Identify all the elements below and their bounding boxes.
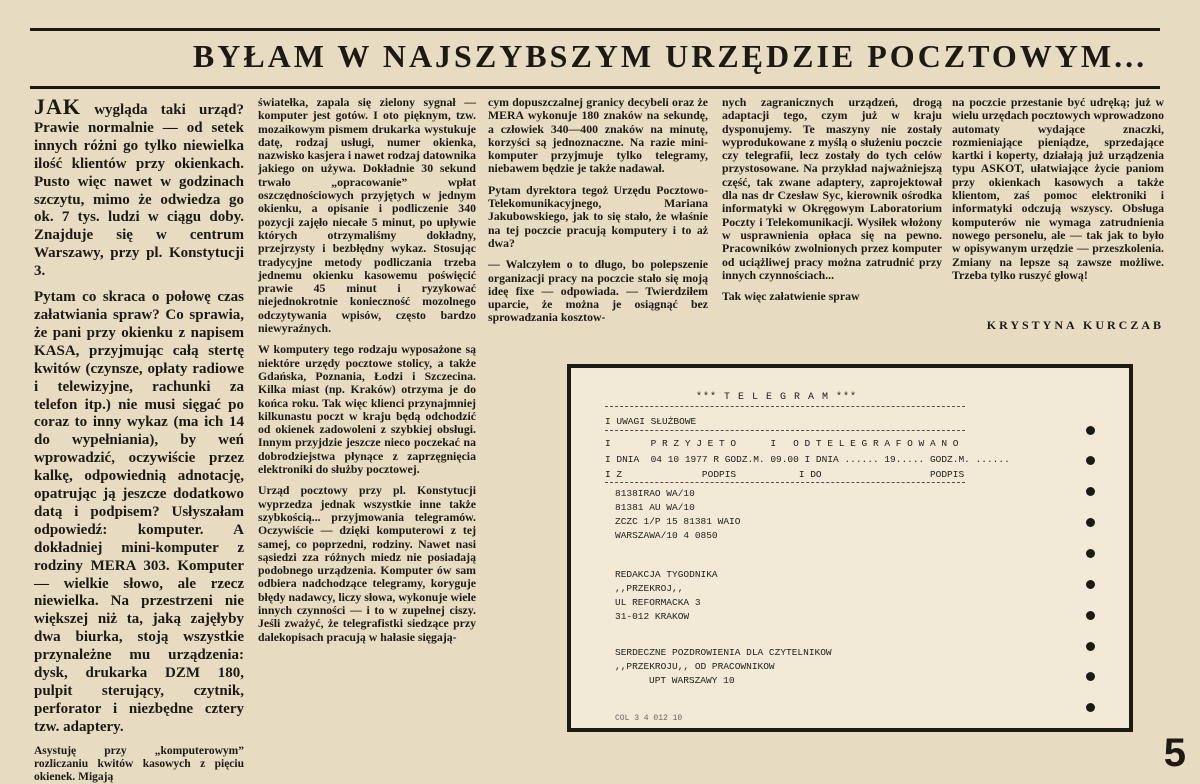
paragraph: Urząd pocztowy przy pl. Konstytucji wyprzedza jednak wszystkie inne także szybkością... przyjmowania telegramów. Oczywiście — dzięki komputerowi z tej samej, co poprzedni, rodziny. Nawet nasi sąsiedzi zza różnych miedz nie posiadają podobnego urządzenia. Komputer ów sam odbiera nadchodzące telegramy, koryguje błędy nadawcy, liczy słowa, wykonuje wiele innych czynności — i to w zupełnej ciszy. Jeśli zważyć, że telegrafistki siedzące przy dalekopisach pracują w hałasie sięgają- [258,483,476,644]
telegram-header: *** T E L E G R A M *** [696,392,858,403]
telegram-line: I Z PODPIS I DO PODPIS [605,469,965,480]
telegram-line: REDAKCJA TYGODNIKA [615,569,718,580]
telegram-line: COL 3 4 012 10 [615,714,683,723]
telegram-line: ZCZC 1/P 15 81381 WAIO [615,516,741,527]
telegram-line: SERDECZNE POZDROWIENIA DLA CZYTELNIKOW [615,647,832,658]
punch-hole [1086,611,1095,620]
telegram-line: ,,PRZEKROJU,, OD PRACOWNIKOW [615,661,775,672]
column-1 [34,94,244,783]
punch-hole [1086,580,1095,589]
punch-hole [1086,703,1095,712]
column-2 [258,96,476,758]
paragraph: W komputery tego rodzaju wyposażone są niektóre urzędy pocztowe stolicy, a także Gdańska, Poznania, Łodzi i Szczecina. Kilka miast (np. Kraków) otrzyma je do końca roku. Tak więc klienci przynajmniej kilkunastu poczt w kraju będą odchodzić od okienek zadowoleni z szybkiej obsługi. Innym przyjdzie jeszcze nieco poczekać na dobrodziejstwa płynące z zaprzęgnięcia elektroniki do służby pocztowej. [258,342,476,477]
telegram-line: I UWAGI SŁUŻBOWE [605,416,697,427]
punch-hole [1086,672,1095,681]
page-number: 5 [1163,731,1186,775]
paragraph: Asystuję przy „komputerowym” rozliczaniu kwitów kasowych z pięciu okienek. Migają [34,744,244,783]
punch-hole [1086,518,1095,527]
paragraph: na poczcie przestanie być udręką; już w wielu urzędach pocztowych wprowadzono automaty wydające znaczki, rozmieniające pieniądze, sprzedające kartki i koperty, działają już urządzenia typu ASKOT, ułatwiające życie paniom przy okienkach kasowych a także klientom, zaś pomoc elektroniki i informatyki odczują wszyscy. Obsługa komputerów nie wymaga zatrudnienia nowego personelu, ale — tak jak to było w opisywanym urzędzie — przeszkolenia. Zmiany na lepsze są zawsze możliwe. Trzeba tylko ruszyć głową! [952,95,1164,282]
dropcap: JAK [34,94,81,119]
paragraph: — Walczyłem o to długo, bo polepszenie organizacji pracy na poczcie stało się moją ideę fixe — odpowiada. — Twierdziłem uparcie, że można je osiągnąć bez sprowadzania kosztow- [488,257,708,325]
punch-hole [1086,487,1095,496]
paragraph-text: wygląda taki urząd? Prawie normalnie — od setek innych różni go tylko niewielka ilość klientów przy okienkach. Pusto więc nawet w godzinach szczytu, mimo że odwiedza go ok. 7 tys. ludzi w ciągu doby. Znajduje się w centrum Warszawy, przy pl. Konstytucji 3. [34,102,244,280]
punch-hole [1086,456,1095,465]
author-byline: KRYSTYNA KURCZAB [986,318,1164,332]
punch-hole [1086,642,1095,651]
divider [605,482,965,483]
divider [605,406,965,407]
telegram-line: UL REFORMACKA 3 [615,597,701,608]
telegram-line: WARSZAWA/10 4 0850 [615,530,718,541]
paragraph: Tak więc załatwienie spraw [722,289,860,304]
telegram-line: 8138IRAO WA/10 [615,488,695,499]
divider [605,430,965,431]
telegram-image [567,364,1133,732]
paragraph: Pytam co skraca o połowę czas załatwiania spraw? Co sprawia, że pani przy okienku z napisem KASA, przyjmując całą stertę kwitów (czynsze, opłaty radiowe i telewizyjne, rachunki za telefon itp.) nie musi sięgać po coraz to inny wykaz (ma ich 14 do wypełniania), by weń wprowadzić, oczywiście przez kalkę, odpowiednią adnotację, opatrując ją jeszcze dodatkowo datą i podpisem? Usłyszałam odpowiedź: komputer. A dokładniej mini-komputer z rodziny MERA 303. Komputer — wielkie słowo, ale rzecz niewielka. Na przestrzeni nie większej niż ta, jaką zajęłyby dwa biurka, stoją wszystkie przynależne mu urządzenia: dysk, drukarka DZM 180, pulpit sterujący, czytnik, perforator i niezbędne cztery tzw. adaptery. [34,289,244,735]
telegram-line: ,,PRZEKROJ,, [615,583,684,594]
telegram-line: UPT WARSZAWY 10 [649,675,735,686]
telegram-line: 81381 AU WA/10 [615,502,695,513]
punch-hole [1086,426,1095,435]
telegram-line: 31-012 KRAKOW [615,611,690,622]
telegram-line: I DNIA 04 10 1977 R GODZ.M. 09.00 I DNIA ...... 19..... GODZ.M. ...... [605,454,1010,465]
column-3 [488,96,708,366]
paragraph: cym dopuszczalnej granicy decybeli oraz że MERA wykonuje 180 znaków na sekundę, a człowiek 340—400 znaków na minutę, korzyści są jednoznaczne. Na razie mini-komputer przyjmuje tylko telegramy, niebawem będzie je także nadawał. [488,95,708,176]
paragraph: Pytam dyrektora tegoż Urzędu Pocztowo-Telekomunikacyjnego, Mariana Jakubowskiego, jak to się stało, że właśnie na tej poczcie pracują komputery i to aż dwa? [488,182,708,250]
paragraph: nych zagranicznych urządzeń, drogą adaptacji tego, czym już w kraju dysponujemy. Te maszyny nie zostały wyprodukowane z myślą o służeniu poczcie czy telegrafii, lecz zostały do tych celów przystosowane. Na przykład najważniejszą część, tak zwane adaptery, zaprojektował dla nas dr Czesław Syc, kierownik ośrodka informatyki w Okręgowym Laboratorium Poczty i Telekomunikacji. Wysiłek włożony w usprawnienia opłaca się na pewno. Pracowników zwolnionych przez komputer od uciążliwej pracy można zatrudnić przy innych czynnościach... [722,95,942,282]
paragraph: światełka, zapala się zielony sygnał — komputer jest gotów. I oto pięknym, tzw. mozaikowym pismem drukarka wystukuje datę, rodzaj usługi, numer okienka, nazwisko kasjera i nawet rodzaj datownika jakiego on używa. Dokładnie 30 sekund trwało „opracowanie” wpłat oszczędnościowych przyjętych w jednym okienku, a opisanie i podliczenie 340 pozycji zajęło niecałe 5 minut, po upływie których otrzymaliśmy dokładny, przejrzysty i bezbłędny wykaz. Stosując tradycyjne metody podliczania trzeba jednemu okienku kasowemu poświęcić prawie 45 minut i ryzykować niejednokrotnie konieczność mozolnego odczytywania wpisów, często bardzo niewyraźnych. [258,95,476,336]
punch-hole [1086,549,1095,558]
telegram-line: I P R Z Y J E T O I O D T E L E G R A F O W A N O [605,438,959,449]
paragraph [34,94,244,281]
column-4 [722,96,942,366]
title-rule [30,86,1160,89]
article-title: BYŁAM W NAJSZYBSZYM URZĘDZIE POCZTOWYM... [192,38,1148,74]
